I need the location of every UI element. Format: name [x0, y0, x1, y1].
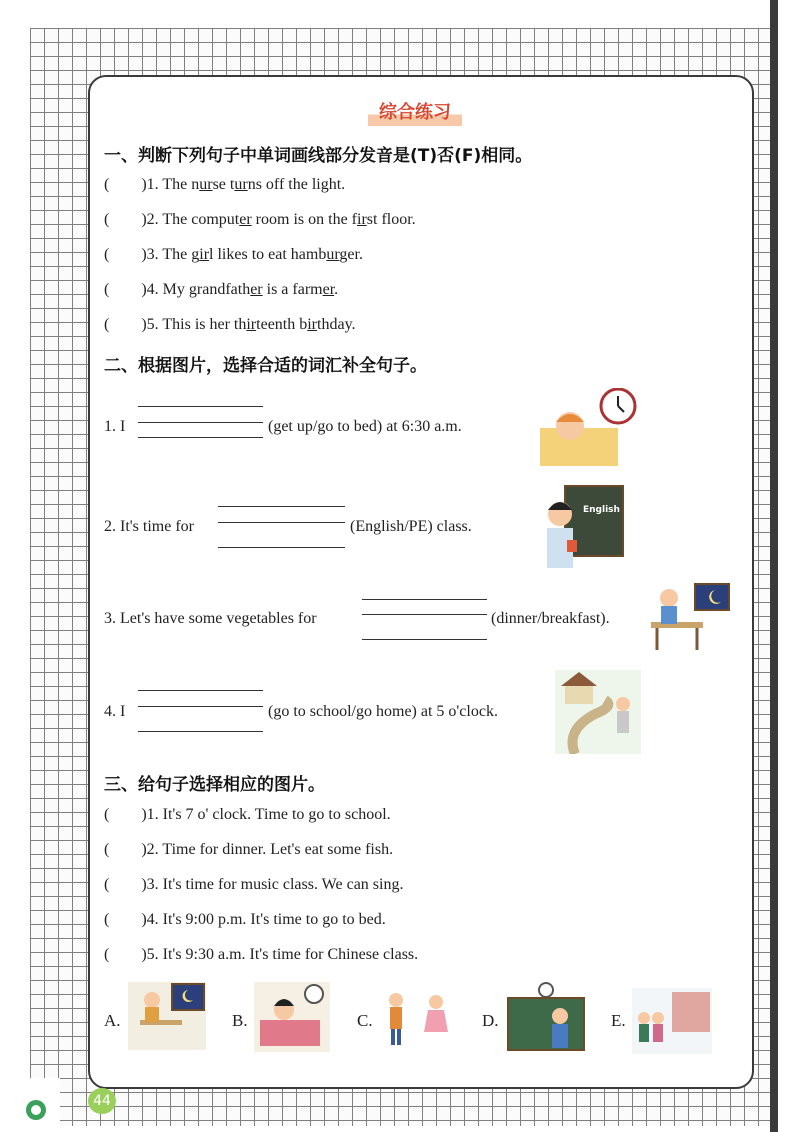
logo-icon — [24, 1098, 48, 1122]
child2-head — [652, 1012, 664, 1024]
sentence-text: room is on the f — [251, 211, 357, 228]
teacher-face — [552, 1008, 568, 1024]
s2-q4-prefix: 4. I — [104, 703, 126, 720]
boy-face — [660, 589, 678, 607]
sentence-text: ( )2. The comput — [104, 211, 240, 228]
option-b-label: B. — [232, 1011, 248, 1030]
s2-q4-blank-2[interactable] — [138, 706, 263, 707]
girl-dress — [424, 1010, 448, 1032]
sentence-text: ns off the light. — [247, 176, 346, 193]
section3-item: ( )2. Time for dinner. Let's eat some fish. — [104, 841, 394, 858]
book-icon — [567, 540, 577, 552]
section1-item — [104, 246, 363, 264]
sentence-text: se t — [212, 176, 235, 193]
underlined-letters: ur — [234, 176, 248, 193]
section1-item — [104, 176, 345, 194]
section1-heading: 一、判断下列句子中单词画线部分发音是(T)否(F)相同。 — [104, 146, 533, 166]
s2-q2-blank-2[interactable] — [218, 522, 345, 523]
section3-item: ( )4. It's 9:00 p.m. It's time to go to bed. — [104, 911, 386, 928]
sentence-text: ( )5. This is her th — [104, 316, 247, 333]
school-building — [672, 992, 710, 1032]
boy-body — [390, 1007, 402, 1029]
section3-item: ( )1. It's 7 o' clock. Time to go to school. — [104, 806, 391, 823]
wake-up-picture — [540, 388, 640, 466]
section2-heading: 二、根据图片，选择合适的词汇补全句子。 — [104, 356, 427, 376]
publisher-stamp — [12, 1078, 60, 1130]
s2-q1-blank-3[interactable] — [138, 437, 263, 438]
underlined-letters: ir — [357, 211, 367, 228]
sentence-text: ( )3. The g — [104, 246, 200, 263]
child-head — [616, 697, 630, 711]
s2-q2-options: (English/PE) class. — [350, 518, 472, 535]
page-number: 44 — [88, 1088, 116, 1114]
girl-head — [429, 995, 443, 1009]
boy-body — [661, 606, 677, 624]
s2-q1-options: (get up/go to bed) at 6:30 a.m. — [268, 418, 462, 435]
option-d-picture[interactable] — [506, 982, 586, 1052]
child1-body — [639, 1024, 649, 1042]
option-e-picture[interactable] — [632, 988, 712, 1054]
s2-q4-blank-3[interactable] — [138, 731, 263, 732]
underlined-letters: er — [239, 211, 252, 228]
night-window — [172, 984, 204, 1010]
sentence-text: l likes to eat hamb — [209, 246, 327, 263]
sentence-text: teenth b — [256, 316, 308, 333]
s2-q1-blank-2[interactable] — [138, 422, 263, 423]
s2-q2-blank-3[interactable] — [218, 547, 345, 548]
option-e-label: E. — [611, 1011, 626, 1030]
boy-head — [389, 993, 403, 1007]
sentence-text: ( )4. My grandfath — [104, 281, 251, 298]
section1-item — [104, 316, 356, 334]
underlined-letters: ir — [307, 316, 318, 333]
s2-q4-blank-1[interactable] — [138, 690, 263, 691]
teacher-body — [552, 1024, 568, 1048]
go-home-picture — [555, 670, 641, 754]
boy-face — [144, 992, 160, 1008]
underlined-letters: ir — [199, 246, 210, 263]
blackboard-text: English — [583, 505, 620, 515]
section3-item: ( )3. It's time for music class. We can sing. — [104, 876, 404, 893]
sentence-text: thday. — [317, 316, 356, 333]
underlined-letters: er — [322, 281, 335, 298]
option-a-label: A. — [104, 1011, 121, 1030]
option-d-label: D. — [482, 1011, 499, 1030]
s2-q3-prefix: 3. Let's have some vegetables for — [104, 610, 317, 627]
sentence-text: is a farm — [262, 281, 323, 298]
section1-item — [104, 211, 416, 229]
s2-q3-blank-3[interactable] — [362, 639, 487, 640]
blackboard — [508, 998, 584, 1050]
book-edge — [770, 0, 778, 1132]
sentence-text: . — [334, 281, 339, 298]
sentence-text: ger. — [339, 246, 363, 263]
underlined-letters: ur — [199, 176, 213, 193]
s2-q4-options: (go to school/go home) at 5 o'clock. — [268, 703, 498, 720]
night-window — [695, 584, 729, 610]
s2-q1-blank-1[interactable] — [138, 406, 263, 407]
child-body — [617, 711, 629, 733]
s2-q2-blank-1[interactable] — [218, 506, 345, 507]
boy-leg — [391, 1029, 395, 1045]
child1-head — [638, 1012, 650, 1024]
underlined-letters: ur — [326, 246, 340, 263]
bed — [260, 1020, 320, 1046]
sentence-text: ( )1. The n — [104, 176, 200, 193]
underlined-letters: ir — [246, 316, 257, 333]
underlined-letters: er — [250, 281, 263, 298]
s2-q3-blank-1[interactable] — [362, 599, 487, 600]
option-b-picture[interactable] — [254, 982, 330, 1052]
sentence-text: st floor. — [366, 211, 416, 228]
page-title: 综合练习 — [368, 100, 462, 126]
clock-icon — [539, 983, 553, 997]
house-wall — [565, 686, 593, 704]
option-c-picture[interactable] — [382, 990, 452, 1048]
s2-q1-prefix: 1. I — [104, 418, 126, 435]
section3-item: ( )5. It's 9:30 a.m. It's time for Chinese class. — [104, 946, 419, 963]
option-a-picture[interactable] — [128, 982, 206, 1050]
boy-body — [145, 1007, 159, 1022]
dinner-picture — [645, 582, 735, 654]
section3-heading: 三、给句子选择相应的图片。 — [104, 775, 325, 795]
s2-q3-blank-2[interactable] — [362, 614, 487, 615]
child-hair — [556, 414, 584, 422]
s2-q2-prefix: 2. It's time for — [104, 518, 194, 535]
s2-q3-options: (dinner/breakfast). — [491, 610, 610, 627]
option-c-label: C. — [357, 1011, 373, 1030]
english-class-picture — [545, 484, 625, 570]
child2-body — [653, 1024, 663, 1042]
section1-item — [104, 281, 338, 299]
clock-icon — [305, 985, 323, 1003]
boy-leg — [397, 1029, 401, 1045]
